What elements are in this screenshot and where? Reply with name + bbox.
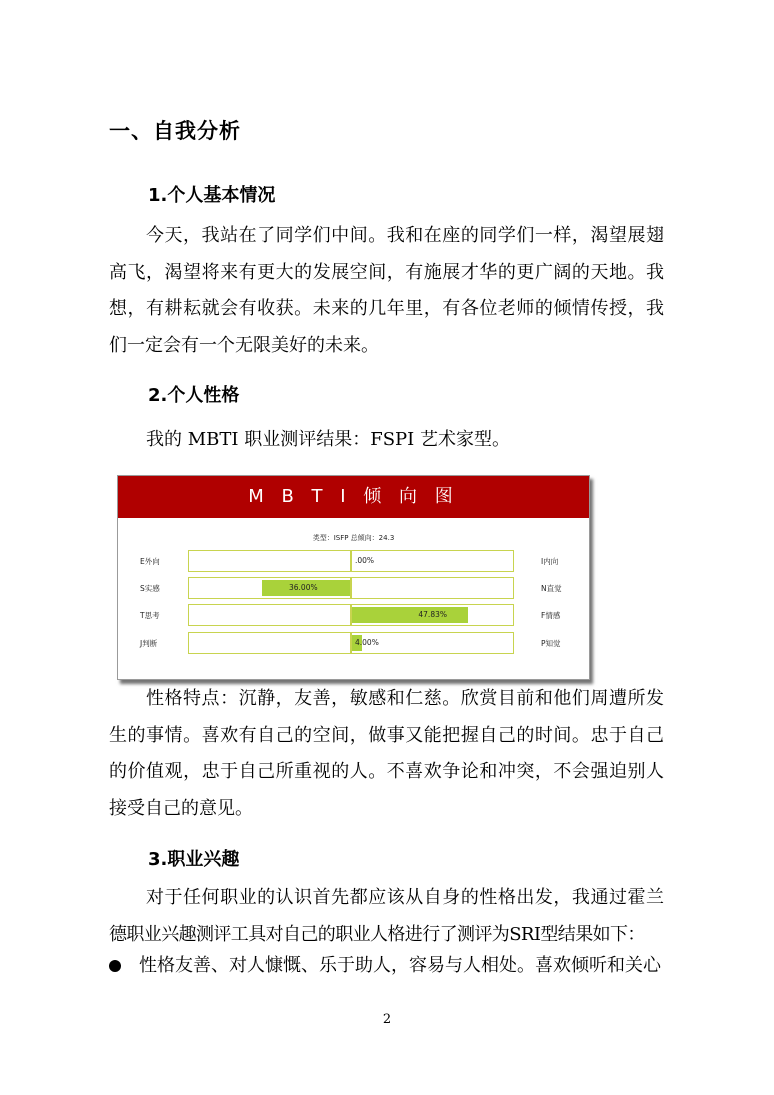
heading-career-interest: 3.职业兴趣 (148, 849, 240, 870)
chart-track-left (188, 604, 351, 626)
chart-value-label: 47.83% (418, 610, 447, 619)
section-title: 一、自我分析 (109, 119, 241, 143)
chart-left-label: E外向 (140, 557, 160, 566)
chart-track-left (188, 632, 351, 654)
chart-subtitle: 类型：ISFP 总倾向：24.3 (312, 534, 395, 542)
text-line: 德职业兴趣测评工具对自己的职业人格进行了测评为SRI型结果如下： (109, 923, 645, 945)
paragraph-career-interest (109, 880, 664, 953)
chart-row (118, 550, 589, 572)
chart-track-right (351, 550, 514, 572)
chart-track-right (351, 632, 514, 654)
chart-track-left (188, 550, 351, 572)
chart-row (118, 577, 589, 599)
text-line: 的价值观，忠于自己所重视的人。不喜欢争论和冲突，不会强迫别人 (109, 761, 664, 782)
chart-left-label: J判断 (140, 639, 158, 648)
heading-basic-info: 1.个人基本情况 (148, 185, 276, 206)
chart-row (118, 604, 589, 626)
text-line: 们一定会有一个无限美好的未来。 (109, 334, 379, 356)
paragraph-personality (109, 681, 664, 827)
mbti-chart (117, 475, 590, 680)
paragraph-basic-info (109, 218, 664, 364)
heading-personality: 2.个人性格 (148, 385, 240, 406)
text-line: 接受自己的意见。 (109, 797, 253, 819)
chart-right-label: P知觉 (541, 639, 561, 648)
text-line: 今天，我站在了同学们中间。我和在座的同学们一样，渴望展翅 (146, 225, 664, 246)
chart-right-label: F情感 (541, 611, 561, 620)
chart-right-label: N直觉 (541, 584, 562, 593)
chart-value-label: 36.00% (289, 583, 318, 592)
mbti-result-text: 我的 MBTI 职业测评结果：FSPI 艺术家型。 (146, 429, 510, 450)
text-line: 对于任何职业的认识首先都应该从自身的性格出发，我通过霍兰 (146, 887, 664, 908)
chart-title: M B T I 倾 向 图 (118, 476, 589, 518)
text-line: 高飞，渴望将来有更大的发展空间，有施展才华的更广阔的天地。我 (109, 261, 664, 283)
chart-value-label: 4.00% (355, 638, 379, 647)
chart-value-label: .00% (355, 556, 375, 565)
chart-left-label: S实感 (140, 584, 160, 593)
chart-bar (352, 607, 468, 623)
text-line: 想，有耕耘就会有收获。未来的几年里，有各位老师的倾情传授，我 (109, 298, 664, 319)
text-line: 生的事情。喜欢有自己的空间，做事又能把握自己的时间。忠于自己 (109, 724, 664, 746)
chart-left-label: T思考 (140, 611, 160, 620)
chart-track-right (351, 577, 514, 599)
bullet-text: 性格友善、对人慷慨、乐于助人，容易与人相处。喜欢倾听和关心 (139, 955, 661, 976)
chart-track-left (188, 577, 351, 599)
chart-right-label: I内向 (541, 557, 559, 566)
chart-track-right (351, 604, 514, 626)
chart-row (118, 632, 589, 654)
text-line: 性格特点：沉静，友善，敏感和仁慈。欣赏目前和他们周遭所发 (146, 688, 664, 709)
bullet-icon (109, 960, 121, 972)
page-number: 2 (382, 1012, 392, 1027)
